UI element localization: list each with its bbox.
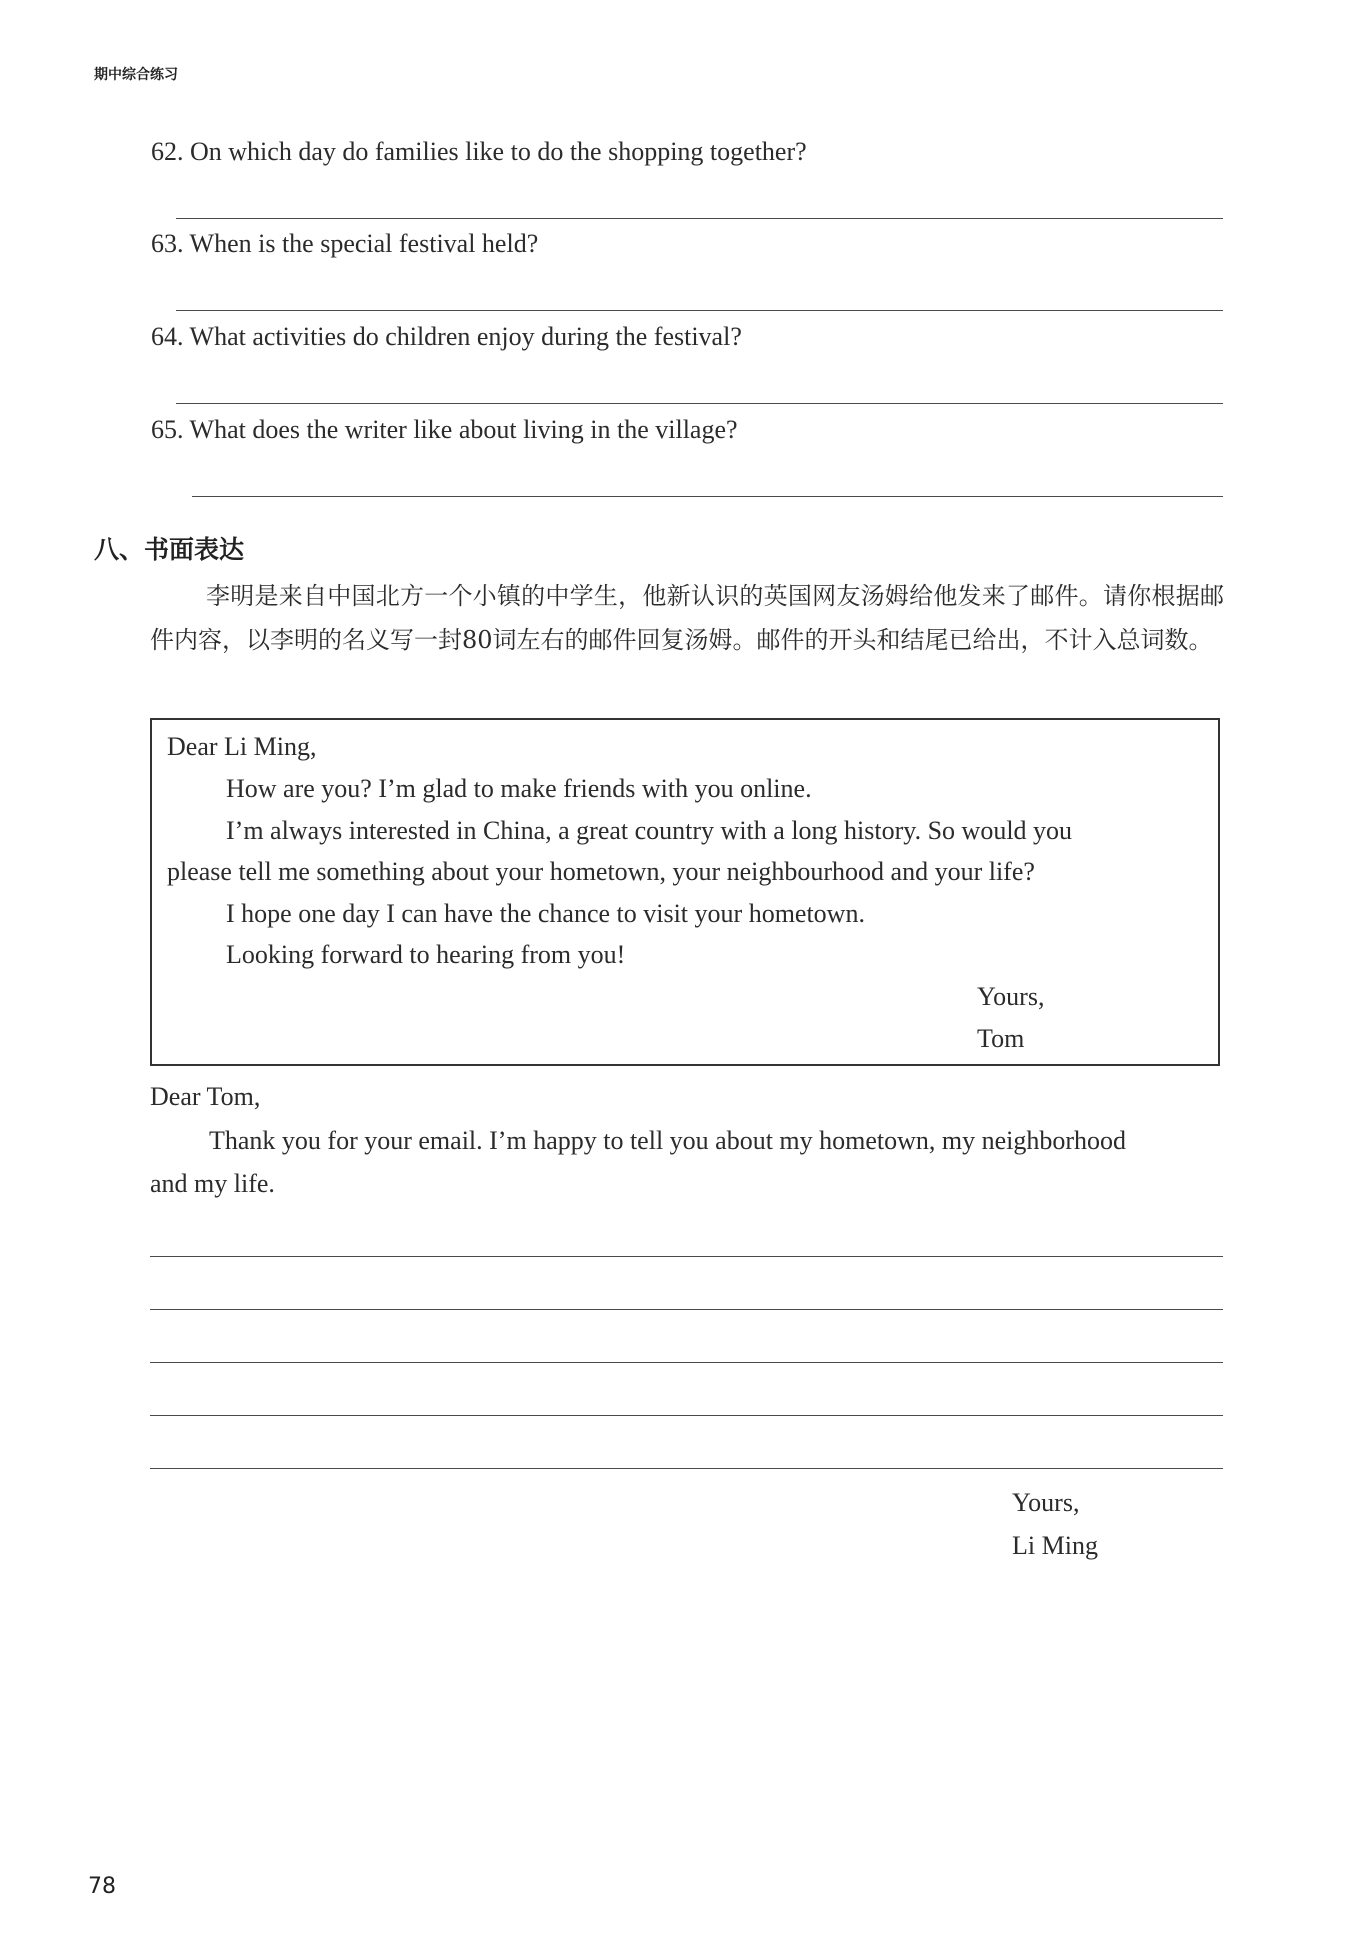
page-number: 78 xyxy=(88,1874,116,1899)
tom-letter-paragraph-1: How are you? I’m glad to make friends with you online. xyxy=(226,774,812,803)
tom-letter-closing: Yours, xyxy=(977,982,1045,1011)
writing-line-4[interactable] xyxy=(150,1415,1223,1416)
answer-line-65[interactable] xyxy=(192,496,1223,497)
question-64: 64. What activities do children enjoy during the festival? xyxy=(151,322,742,351)
question-62: 62. On which day do families like to do the shopping together? xyxy=(151,137,807,166)
page-header: 期中综合练习 xyxy=(94,67,178,83)
reply-closing: Yours, xyxy=(1012,1488,1080,1517)
tom-letter-paragraph-3: I hope one day I can have the chance to visit your hometown. xyxy=(226,899,865,928)
reply-signature: Li Ming xyxy=(1012,1531,1098,1560)
question-63: 63. When is the special festival held? xyxy=(151,229,539,258)
answer-line-62[interactable] xyxy=(176,218,1223,219)
tom-letter-paragraph-2a: I’m always interested in China, a great country with a long history. So would you xyxy=(226,816,1073,845)
tom-letter-greeting: Dear Li Ming, xyxy=(167,732,317,761)
question-65: 65. What does the writer like about living in the village? xyxy=(151,415,738,444)
writing-line-2[interactable] xyxy=(150,1309,1223,1310)
reply-greeting: Dear Tom, xyxy=(150,1082,261,1111)
reply-body-line-1: Thank you for your email. I’m happy to tell you about my hometown, my neighborhood xyxy=(209,1126,1127,1155)
section-title: 八、书面表达 xyxy=(94,535,245,564)
writing-line-1[interactable] xyxy=(150,1256,1223,1257)
tom-letter-signature: Tom xyxy=(977,1024,1025,1053)
writing-line-3[interactable] xyxy=(150,1362,1223,1363)
answer-line-64[interactable] xyxy=(176,403,1223,404)
tom-letter-paragraph-2b: please tell me something about your hometown, your neighbourhood and your life? xyxy=(167,857,1035,886)
section-instructions: 李明是来自中国北方一个小镇的中学生，他新认识的英国网友汤姆给他发来了邮件。请你根据邮件内容，以李明的名义写一封80词左右的邮件回复汤姆。邮件的开头和结尾已给出，不计入总词数。 xyxy=(150,582,1224,654)
tom-letter-box xyxy=(150,718,1220,1066)
writing-line-5[interactable] xyxy=(150,1468,1223,1469)
answer-line-63[interactable] xyxy=(176,310,1223,311)
reply-body-line-2: and my life. xyxy=(150,1169,275,1198)
tom-letter-paragraph-4: Looking forward to hearing from you! xyxy=(226,940,626,969)
